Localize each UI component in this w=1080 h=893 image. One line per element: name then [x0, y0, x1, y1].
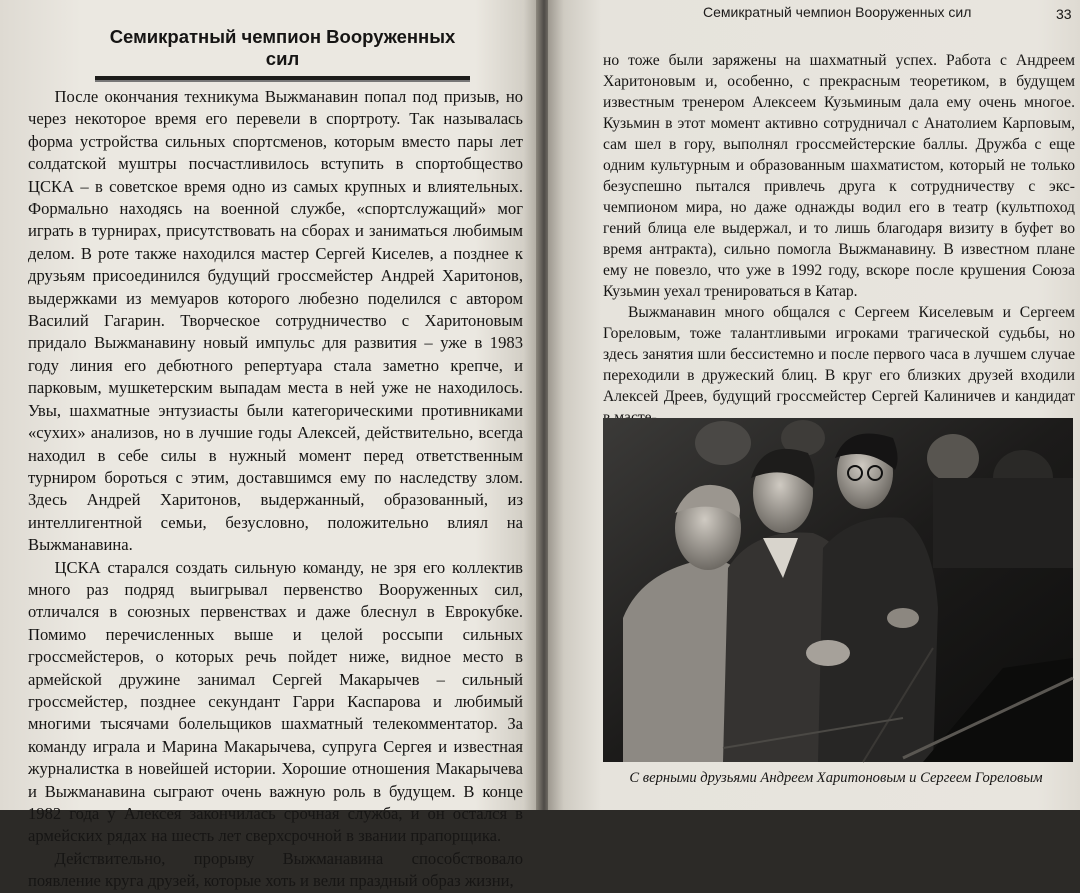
paragraph-continued: но тоже были заряжены на шахматный успех. Работа с Андреем Харитоновым и, особенно, с прекрасным теоретиком, в будущем известным тренером Алексеем Кузьминым дала ему очень многое. Кузьмин в этот момент активно сотрудничал с Анатолием Карповым, сам шел в гору, выполнял гроссмейстерские баллы. Дружба с еще одним культурным и образованным шахматистом, который не только безуспешно пытался привлечь друга к сотрудничеству с экс-чемпионом мира, но даже однажды водил его в театр (культпоход гений блица еле выдержал, и то лишь благодаря визиту в буфет во время антракта), сильно помогла Выжманавину. В известном плане ему не повезло, что уже в 1992 году, вскоре после крушения Союза Кузьмин уехал тренироваться в Катар.: [603, 52, 1075, 300]
left-text-column: [28, 86, 523, 893]
photo-caption: С верными друзьями Андреем Харитоновым и Сергеем Гореловым: [629, 770, 1043, 786]
paragraph-1: После окончания техникума Выжманавин попал под призыв, но через некоторое время его перевели в спортроту. Так называлась форма устройства сильных спортсменов, которым вместо пары лет солдатской муштры посчастливилось вступить в спортобщество ЦСКА – в советское время одно из самых крупных и влиятельных. Формально находясь на военной службе, «спортслужащий» мог играть в турнирах, присутствовать на сборах и заниматься любимым делом. В роте также находился мастер Сергей Киселев, а позднее к друзьям присоединился будущий гроссмейстер Андрей Харитонов, выдержками из мемуаров которого любезно поделился с автором Василий Гагарин. Творческое сотрудничество с Харитоновым придало Выжманавину новый импульс для развития – уже в 1983 году линия его дебютного репертуара стала заметно крепче, и парковым, мушкетерским выпадам места в ней уже не находилось. Увы, шахматные энтузиасты были категорическими противниками «сухих» анализов, но в лучшие годы Алексей, действительно, всегда находил в себе силы в нужный момент перед ответственным турниром бороться с этим, доставшимся ему по наследству злом. Здесь Андрей Харитонов, выдержанный, образованный, из интеллигентной семьи, безусловно, положительно влиял на Выжманавина.: [28, 87, 523, 555]
page-number: 33: [1056, 6, 1072, 22]
chapter-heading: Семикратный чемпион Вооруженных сил: [95, 22, 470, 80]
right-text-column: [603, 50, 1075, 428]
right-page: [548, 0, 1080, 810]
paragraph-3: Действительно, прорыву Выжманавина способствовало появление круга друзей, которые хоть и вели праздный образ жизни,: [28, 848, 523, 891]
left-page: [0, 0, 540, 891]
paragraph-2: ЦСКА старался создать сильную команду, не зря его коллектив много раз подряд выигрывал первенство Вооруженных сил, отличался в союзных первенствах и даже блеснул в Еврокубке. Помимо перечисленных выше и целой россыпи сильных гроссмейстеров, о которых речь пойдет ниже, видное место в армейской дружине занимал Сергей Макарычев – сильный гроссмейстер, позднее секундант Гарри Каспарова и любимый многими тысячами болельщиков шахматный телекомментатор. За команду играла и Марина Макарычева, супруга Сергея и известная журналистка в новейшей истории. Хорошие отношения Макарычева и Выжманавина сыграют очень важную роль в будущем. В конце 1982 года у Алексея закончилась срочная служба, и он остался в армейских рядах на шесть лет сверхсрочной в звании прапорщика.: [28, 557, 523, 846]
photograph-friends: [603, 418, 1073, 762]
paragraph-4: Выжманавин много общался с Сергеем Киселевым и Сергеем Гореловым, тоже талантливыми игроками трагической судьбы, но здесь занятия шли бессистемно и после первого часа в лучшем случае переходили в дружеский блиц. В круг его близких друзей входили Алексей Дреев, будущий гроссмейстер Сергей Калиничев и кандидат: [603, 304, 1075, 405]
running-head: Семикратный чемпион Вооруженных сил: [703, 4, 972, 20]
